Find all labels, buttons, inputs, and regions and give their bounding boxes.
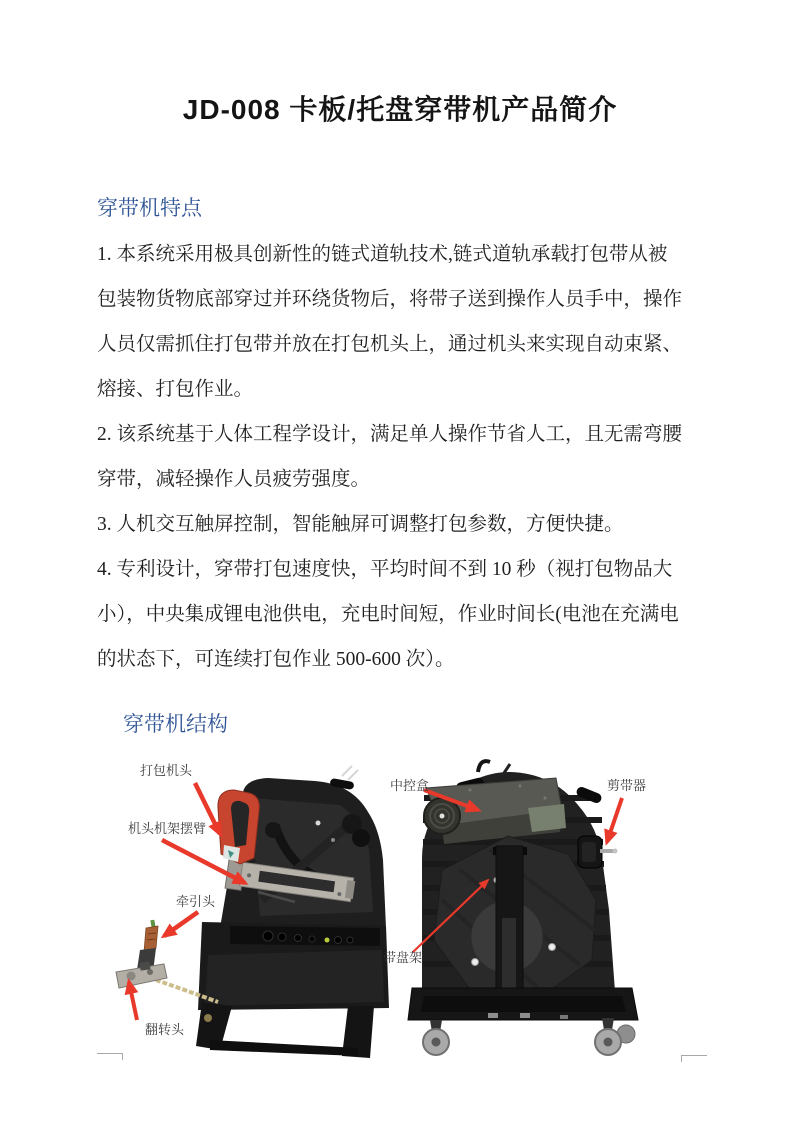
arrow-flip-head [129, 982, 137, 1020]
arrow-traction-head [164, 912, 198, 936]
feature-line: 熔接、打包作业。 [97, 379, 254, 400]
machine-left-photo [116, 766, 389, 1058]
feature-line: 人员仅需抓住打包带并放在打包机头上，通过机头来实现自动束紧、 [97, 334, 683, 355]
baling-head-part [218, 790, 259, 864]
label-swing-arm: 机头机架摆臂 [128, 821, 207, 836]
label-strap-cutter: 剪带器 [607, 778, 647, 793]
label-baling-head: 打包机头 [140, 763, 193, 778]
feature-line: 2. 该系统基于人体工程学设计，满足单人操作节省人工，且无需弯腰 [97, 424, 683, 445]
arrow-strap-cutter [607, 798, 622, 842]
features-paragraphs [97, 232, 709, 682]
page-corner-mark-right [681, 1055, 707, 1062]
feature-line: 3. 人机交互触屏控制，智能触屏可调整打包参数，方便快捷。 [97, 514, 624, 535]
feature-line: 4. 专利设计，穿带打包速度快，平均时间不到 10 秒（视打包物品大 [97, 559, 673, 580]
caster-wheels [423, 1018, 635, 1055]
page-corner-mark-left [97, 1053, 123, 1060]
feature-line: 1. 本系统采用极具创新性的链式道轨技术,链式道轨承载打包带从被 [97, 244, 668, 265]
label-reel-holder: 带盘架 [383, 950, 423, 965]
strap-cutter-part [578, 836, 618, 868]
feature-line: 穿带，减轻操作人员疲劳强度。 [97, 469, 371, 490]
heading-structure: 穿带机结构 [123, 713, 228, 736]
feature-line: 小），中央集成锂电池供电，充电时间短，作业时间长(电池在充满电 [97, 604, 679, 625]
structure-figure [90, 750, 710, 1065]
label-traction-head: 牵引头 [176, 894, 216, 909]
machine-right-photo [408, 761, 638, 1055]
traction-head-part [116, 920, 167, 988]
label-flip-head: 翻转头 [145, 1022, 185, 1037]
feature-line: 的状态下，可连续打包作业 500-600 次）。 [97, 649, 455, 670]
page-title: JD-008 卡板/托盘穿带机产品简介 [182, 94, 618, 125]
heading-features: 穿带机特点 [97, 197, 202, 220]
label-control-box: 中控盒 [390, 778, 430, 793]
feature-line: 包装物货物底部穿过并环绕货物后，将带子送到操作人员手中，操作 [97, 289, 683, 310]
